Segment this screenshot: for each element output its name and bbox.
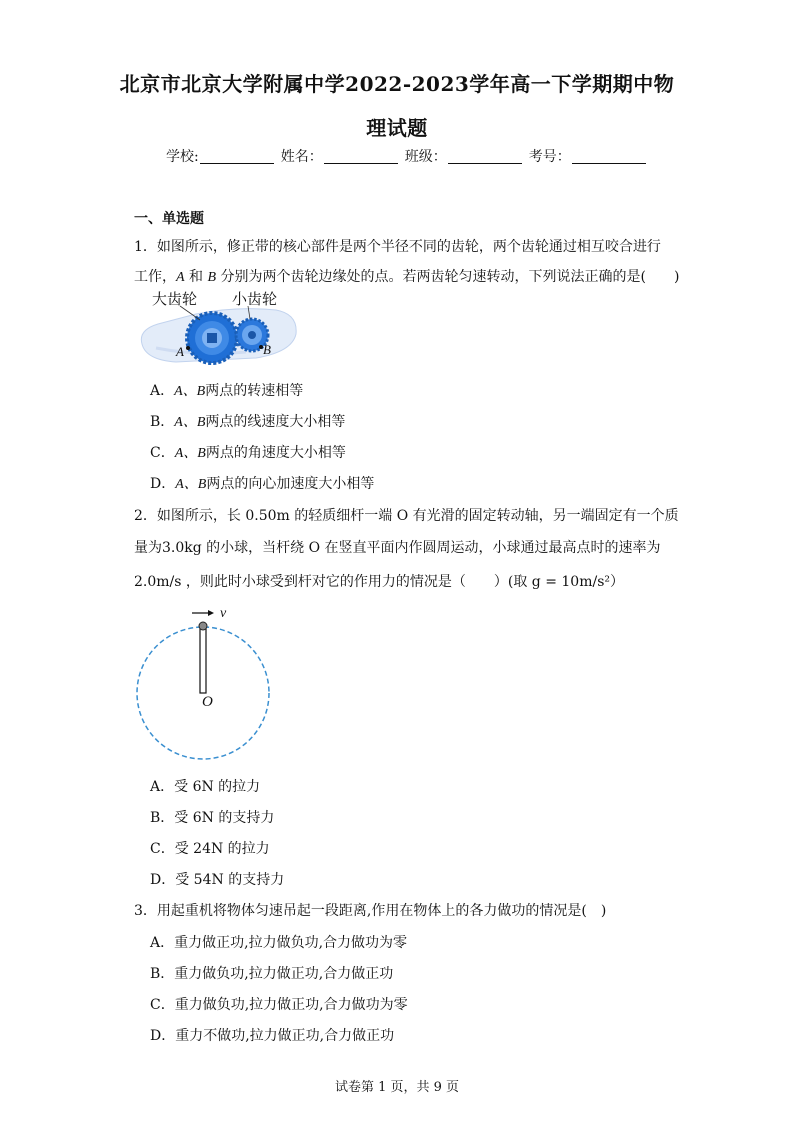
page-footer: 试卷第 1 页，共 9 页 xyxy=(334,1080,460,1095)
q2-line2: 量为3.0kg 的小球，当杆绕 O 在竖直平面内作圆周运动，小球通过最高点时的速率为 xyxy=(134,540,661,556)
big-gear-label: 大齿轮 xyxy=(152,290,198,308)
q2-line1: 2．如图所示，长 0.50m 的轻质细杆一端 O 有光滑的固定转动轴，另一端固定有一个质 xyxy=(134,508,679,524)
exam-number-label: 考号： xyxy=(528,149,571,165)
class-blank[interactable] xyxy=(448,149,522,164)
school-blank[interactable] xyxy=(200,149,274,164)
q1-line1: 1．如图所示，修正带的核心部件是两个半径不同的齿轮，两个齿轮通过相互咬合进行 xyxy=(134,239,661,255)
q2-option-a[interactable]: A．受 6N 的拉力 xyxy=(150,779,261,795)
q3-option-b[interactable]: B．重力做负功,拉力做正功,合力做正功 xyxy=(150,966,394,982)
q1-option-c[interactable]: C．A、B两点的角速度大小相等 xyxy=(150,445,346,461)
class-label: 班级： xyxy=(404,149,447,165)
q3-line1: 3．用起重机将物体匀速吊起一段距离,作用在物体上的各力做功的情况是( ) xyxy=(134,903,607,919)
section-heading: 一、单选题 xyxy=(134,211,204,227)
q2-option-c[interactable]: C．受 24N 的拉力 xyxy=(150,841,270,857)
correction-tape-figure xyxy=(136,286,304,366)
q1-option-d[interactable]: D．A、B两点的向心加速度大小相等 xyxy=(150,476,375,492)
rod-circle-figure xyxy=(132,602,277,762)
q3-option-d[interactable]: D．重力不做功,拉力做正功,合力做正功 xyxy=(150,1028,395,1044)
q1-line2: 工作，A 和 B 分别为两个齿轮边缘处的点。若两齿轮匀速转动，下列说法正确的是( ) xyxy=(134,269,680,285)
rod xyxy=(200,627,206,693)
pivot-label: O xyxy=(202,694,213,710)
name-blank[interactable] xyxy=(324,149,398,164)
school-label: 学校: xyxy=(166,149,199,165)
ball xyxy=(199,622,207,630)
q1-option-a[interactable]: A．A、B两点的转速相等 xyxy=(150,383,304,399)
page-title-line2: 理试题 xyxy=(366,116,428,140)
point-b-label: B xyxy=(263,342,271,357)
big-gear-icon xyxy=(187,313,237,363)
point-a-label: A xyxy=(176,344,184,359)
page-title-line1: 北京市北京大学附属中学2022-2023学年高一下学期期中物 xyxy=(119,72,675,96)
q2-option-d[interactable]: D．受 54N 的支持力 xyxy=(150,872,285,888)
velocity-label: v xyxy=(220,606,227,621)
q3-option-a[interactable]: A．重力做正功,拉力做负功,合力做功为零 xyxy=(150,935,408,951)
q2-option-b[interactable]: B．受 6N 的支持力 xyxy=(150,810,275,826)
velocity-arrow-icon xyxy=(208,610,214,616)
q3-option-c[interactable]: C．重力做负功,拉力做正功,合力做功为零 xyxy=(150,997,408,1013)
name-label: 姓名： xyxy=(280,149,323,165)
exam-number-blank[interactable] xyxy=(572,149,646,164)
q2-line3: 2.0m/s ，则此时小球受到杆对它的作用力的情况是（ ）(取 g = 10m/s²） xyxy=(134,574,624,590)
q1-option-b[interactable]: B．A、B两点的线速度大小相等 xyxy=(150,414,346,430)
student-info-row xyxy=(166,146,647,166)
small-gear-label: 小齿轮 xyxy=(232,290,278,308)
